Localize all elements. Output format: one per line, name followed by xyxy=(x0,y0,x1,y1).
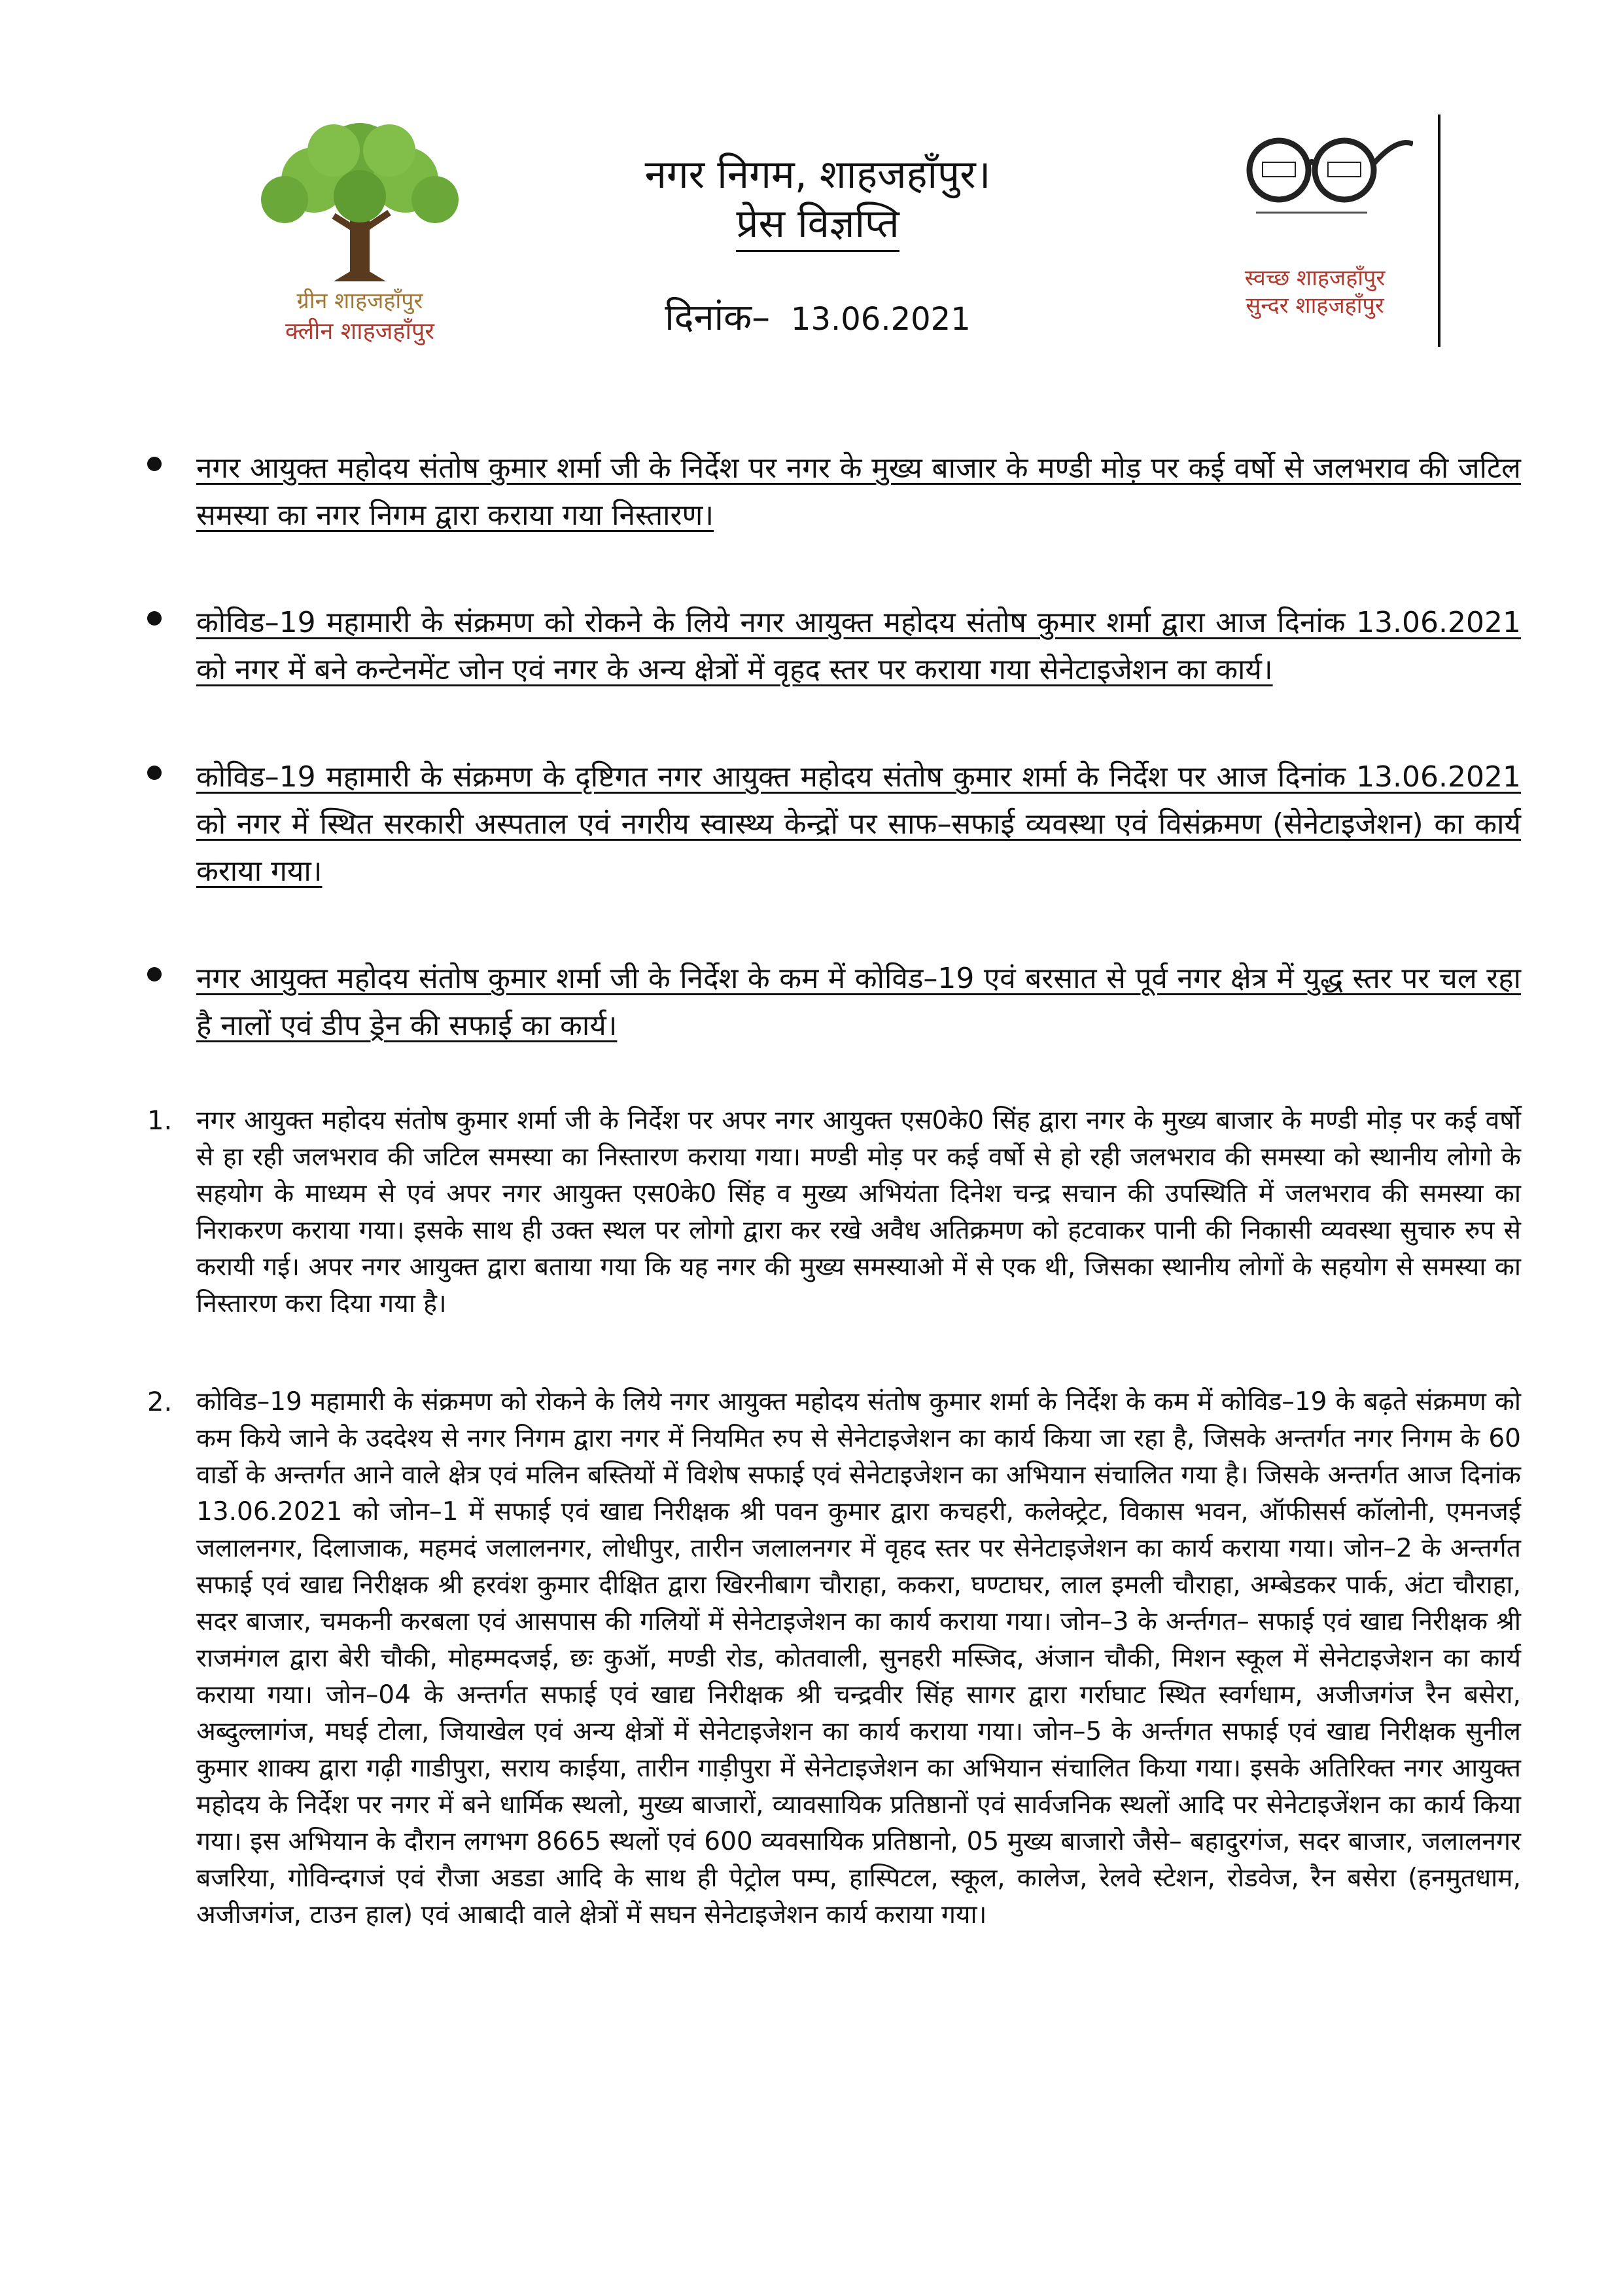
doc-type-title: प्रेस विज्ञप्ति xyxy=(736,200,899,252)
bullet-text: नगर आयुक्त महोदय संतोष कुमार शर्मा जी के निर्देश के कम में कोविड–19 एवं बरसात से पूर्व नगर क्षेत्र में युद्ध स्तर पर चल रहा है नालों एवं डीप ड्रेन की सफाई का कार्य। xyxy=(196,962,1521,1042)
bullet-item xyxy=(147,754,1521,895)
bullet-dot-icon xyxy=(147,766,162,780)
green-shahjahanpur-logo xyxy=(236,118,484,353)
swachh-bharat-logo xyxy=(1217,118,1413,340)
paragraph-text: नगर आयुक्त महोदय संतोष कुमार शर्मा जी के निर्देश पर अपर नगर आयुक्त एस0के0 सिंह द्वारा नगर के मुख्य बाजार के मण्डी मोड़ पर कई वर्षो से हा रही जलभराव की जटिल समस्या का निस्तारण कराया गया। मण्डी मोड़ पर कई वर्षो से हो रही जलभराव की समस्या को स्थानीय लोगो के सहयोग के माध्यम से एवं अपर नगर आयुक्त एस0के0 सिंह व मुख्य अभियंता दिनेश चन्द्र सचान की उपस्थिति में जलभराव की समस्या का निराकरण कराया गया। इसके साथ ही उक्त स्थल पर लोगो द्वारा कर रखे अवैध अतिक्रमण को हटवाकर पानी की निकासी व्यवस्था सुचारु रुप से करायी गई। अपर नगर आयुक्त द्वारा बताया गया कि यह नगर की मुख्य समस्याओ में से एक थी, जिसका स्थानीय लोगों के सहयोग से समस्या का निस्तारण करा दिया गया है। xyxy=(196,1106,1521,1318)
bullet-text: कोविड–19 महामारी के संक्रमण को रोकने के लिये नगर आयुक्त महोदय संतोष कुमार शर्मा द्वारा आज दिनांक 13.06.2021 को नगर में बने कन्टेनमेंट जोन एवं नगर के अन्य क्षेत्रों में वृहद स्तर पर कराया गया सेनेटाइजेशन का कार्य। xyxy=(196,606,1521,686)
date-value: 13.06.2021 xyxy=(790,301,971,338)
bullet-dot-icon xyxy=(147,611,162,626)
bullet-item xyxy=(147,955,1521,1050)
bullet-item xyxy=(147,445,1521,539)
numbered-paragraph-1 xyxy=(147,1103,1521,1322)
logo-caption-clean: क्लीन शाहजहाँपुर xyxy=(285,318,435,345)
header-title-block xyxy=(589,150,1047,341)
spectacles-icon xyxy=(1217,118,1413,249)
logo-caption-green: ग्रीन शाहजहाँपुर xyxy=(296,288,423,314)
logo-caption-sundar: सुन्दर शाहजहाँपुर xyxy=(1246,292,1384,319)
paragraph-number: 2. xyxy=(147,1387,173,1417)
numbered-paragraph-2 xyxy=(147,1384,1521,1934)
bullet-text: नगर आयुक्त महोदय संतोष कुमार शर्मा जी के निर्देश पर नगर के मुख्य बाजार के मण्डी मोड़ पर कई वर्षो से जलभराव की जटिल समस्या का नगर निगम द्वारा कराया गया निस्तारण। xyxy=(196,451,1521,532)
paragraph-number: 1. xyxy=(147,1106,173,1136)
org-title: नगर निगम, शाहजहाँपुर। xyxy=(644,152,991,198)
tree-icon xyxy=(236,118,484,288)
bullet-dot-icon xyxy=(147,457,162,471)
bullet-text: कोविड–19 महामारी के संक्रमण के दृष्टिगत नगर आयुक्त महोदय संतोष कुमार शर्मा के निर्देश पर आज दिनांक 13.06.2021 को नगर में स्थित सरकारी अस्पताल एवं नगरीय स्वास्थ्य केन्द्रों पर साफ–सफाई व्यवस्था एवं विसंक्रमण (सेनेटाइजेशन) का कार्य कराया गया। xyxy=(196,760,1521,888)
highlight-bullets xyxy=(147,445,1521,1110)
paragraph-text: कोविड–19 महामारी के संक्रमण को रोकने के लिये नगर आयुक्त महोदय संतोष कुमार शर्मा के निर्देश के कम में कोविड–19 के बढ़ते संक्रमण को कम किये जाने के उददेश्य से नगर निगम द्वारा नगर में नियमित रुप से सेनेटाइजेशन का कार्य किया जा रहा है, जिसके अन्तर्गत नगर निगम के 60 वार्डो के अन्तर्गत आने वाले क्षेत्र एवं मलिन बस्तियों में विशेष सफाई एवं सेनेटाइजेशन का अभियान संचालित गया है। जिसके अन्तर्गत आज दिनांक 13.06.2021 को जोन–1 में सफाई एवं खाद्य निरीक्षक श्री पवन कुमार द्वारा कचहरी, कलेक्ट्रेट, विकास भवन, ऑफीसर्स कॉलोनी, एमनजई जलालनगर, दिलाजाक, महमदं जलालनगर, लोधीपुर, तारीन जलालनगर में वृहद स्तर पर सेनेटाइजेशन का कार्य कराया गया। जोन–2 के अन्तर्गत सफाई एवं खाद्य निरीक्षक श्री हरवंश कुमार दीक्षित द्वारा खिरनीबाग चौराहा, ककरा, घण्टाघर, लाल इमली चौराहा, अम्बेडकर पार्क, अंटा चौराहा, सदर बाजार, चमकनी करबला एवं आसपास की गलियों में सेनेटाइजेशन का कार्य कराया गया। जोन–3 के अर्न्तगत– सफाई एवं खाद्य निरीक्षक श्री राजमंगल द्वारा बेरी चौकी, मोहम्मदजई, छः कुऑ, मण्डी रोड, कोतवाली, सुनहरी मस्जिद, अंजान चौकी, मिशन स्कूल में सेनेटाइजेशन का कार्य कराया गया। जोन–04 के अन्तर्गत सफाई एवं खाद्य निरीक्षक श्री चन्द्रवीर सिंह सागर द्वारा गर्राघाट स्थित स्वर्गधाम, अजीजगंज रैन बसेरा, अब्दुल्लागंज, मघई टोला, जियाखेल एवं अन्य क्षेत्रों में सेनेटाइजेशन का कार्य कराया गया। जोन–5 के अर्न्तगत सफाई एवं खाद्य निरीक्षक सुनील कुमार शाक्य द्वारा गढ़ी गाडीपुरा, सराय काईया, तारीन गाड़ीपुरा में सेनेटाइजेशन का अभियान संचालित किया गया। इसके अतिरिक्त नगर आयुक्त महोदय के निर्देश पर नगर में बने धार्मिक स्थलो, मुख्य बाजारों, व्यावसायिक प्रतिष्ठानों एवं सार्वजनिक स्थलों आदि पर सेनेटाइजेंशन का कार्य किया गया। इस अभियान के दौरान लगभग 8665 स्थलों एवं 600 व्यवसायिक प्रतिष्ठानो, 05 मुख्य बाजारो जैसे– बहादुरगंज, सदर बाजार, जलालनगर बजरिया, गोविन्दगजं एवं रौजा अडडा आदि के साथ ही पेट्रोल पम्प, हास्पिटल, स्कूल, कालेज, रेलवे स्टेशन, रोडवेज, रैन बसेरा (हनमुतधाम, अजीजगंज, टाउन हाल) एवं आबादी वाले क्षेत्रों में सघन सेनेटाइजेशन कार्य कराया गया। xyxy=(196,1387,1521,1930)
date-line xyxy=(589,291,1047,341)
date-label: दिनांक– xyxy=(665,296,771,339)
header-divider xyxy=(1438,115,1440,347)
bullet-dot-icon xyxy=(147,967,162,981)
logo-caption-swachh: स्वच्छ शाहजहाँपुर xyxy=(1244,265,1386,291)
bullet-item xyxy=(147,599,1521,694)
